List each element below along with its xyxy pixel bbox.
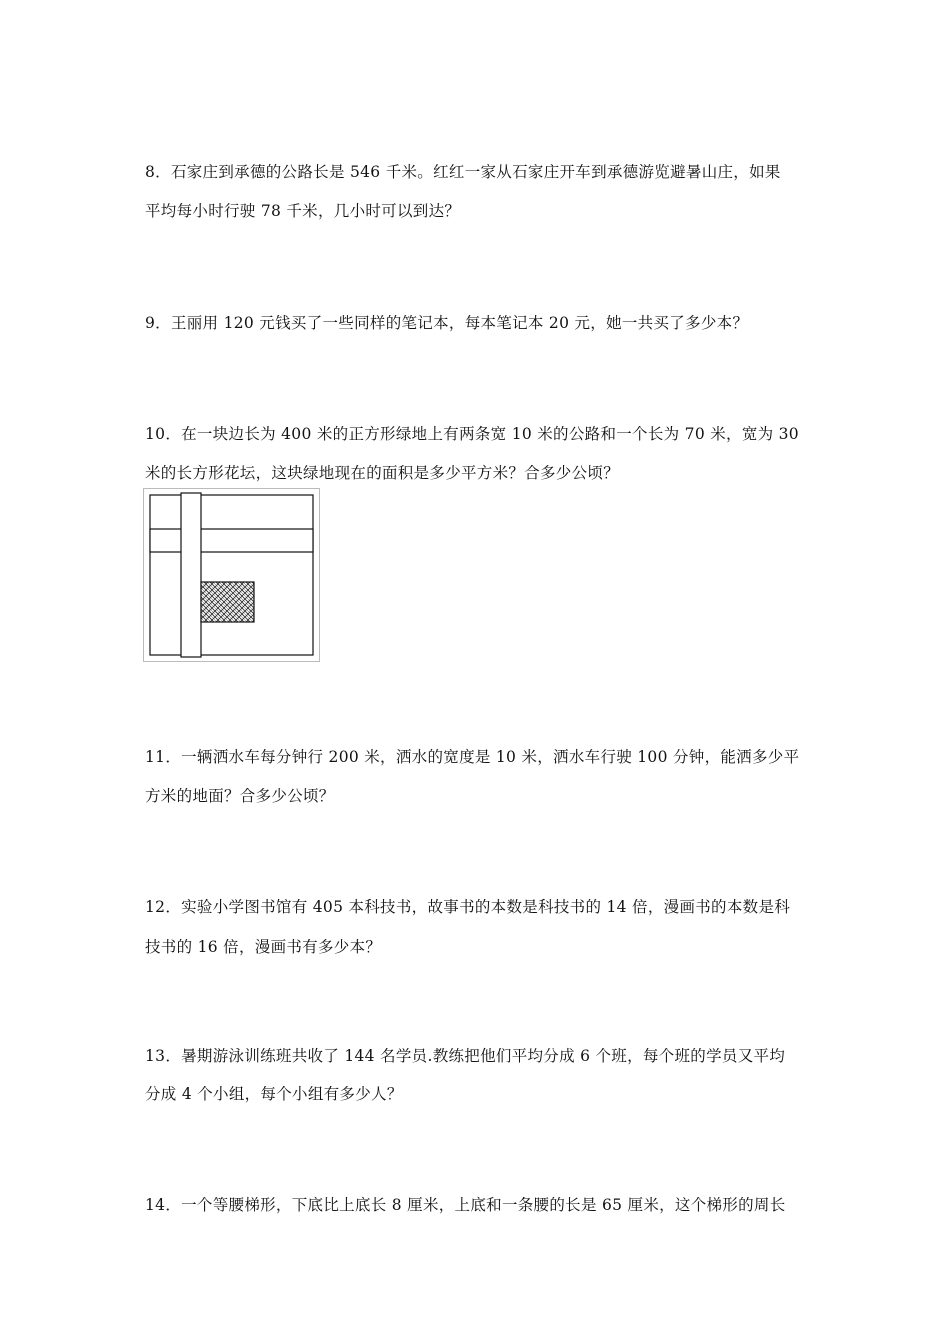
horizontal-road xyxy=(150,529,313,552)
problem-11-line-1: 11．一辆洒水车每分钟行 200 米，洒水的宽度是 10 米，洒水车行驶 100 分钟，能洒多少平 xyxy=(145,748,800,766)
flower-bed xyxy=(201,582,254,622)
problem-12-line-2: 技书的 16 倍，漫画书有多少本？ xyxy=(145,938,382,956)
problem-12-line-1: 12．实验小学图书馆有 405 本科技书，故事书的本数是科技书的 14 倍，漫画书的本数是科 xyxy=(145,898,791,916)
problem-8-line-2: 平均每小时行驶 78 千米，几小时可以到达？ xyxy=(145,202,461,220)
problem-8-line-1: 8．石家庄到承德的公路长是 546 千米。红红一家从石家庄开车到承德游览避暑山庄，如果 xyxy=(145,163,781,181)
problem-13-line-2: 分成 4 个小组，每个小组有多少人？ xyxy=(145,1085,403,1103)
problem-14-line-1: 14．一个等腰梯形，下底比上底长 8 厘米，上底和一条腰的长是 65 厘米，这个梯形的周长 xyxy=(145,1196,786,1214)
problem-9-line-1: 9．王丽用 120 元钱买了一些同样的笔记本，每本笔记本 20 元，她一共买了多少本？ xyxy=(145,314,749,332)
square-field xyxy=(150,495,313,655)
problem-13-line-1: 13．暑期游泳训练班共收了 144 名学员.教练把他们平均分成 6 个班，每个班的学员又平均 xyxy=(145,1047,786,1065)
green-field-figure xyxy=(143,488,320,662)
field-diagram xyxy=(143,488,320,662)
problem-10-line-1: 10．在一块边长为 400 米的正方形绿地上有两条宽 10 米的公路和一个长为 70 米，宽为 30 xyxy=(145,425,799,443)
problem-10-line-2: 米的长方形花坛，这块绿地现在的面积是多少平方米？合多少公顷？ xyxy=(145,464,620,482)
problem-11-line-2: 方米的地面？合多少公顷？ xyxy=(145,787,335,805)
vertical-road xyxy=(181,493,201,657)
